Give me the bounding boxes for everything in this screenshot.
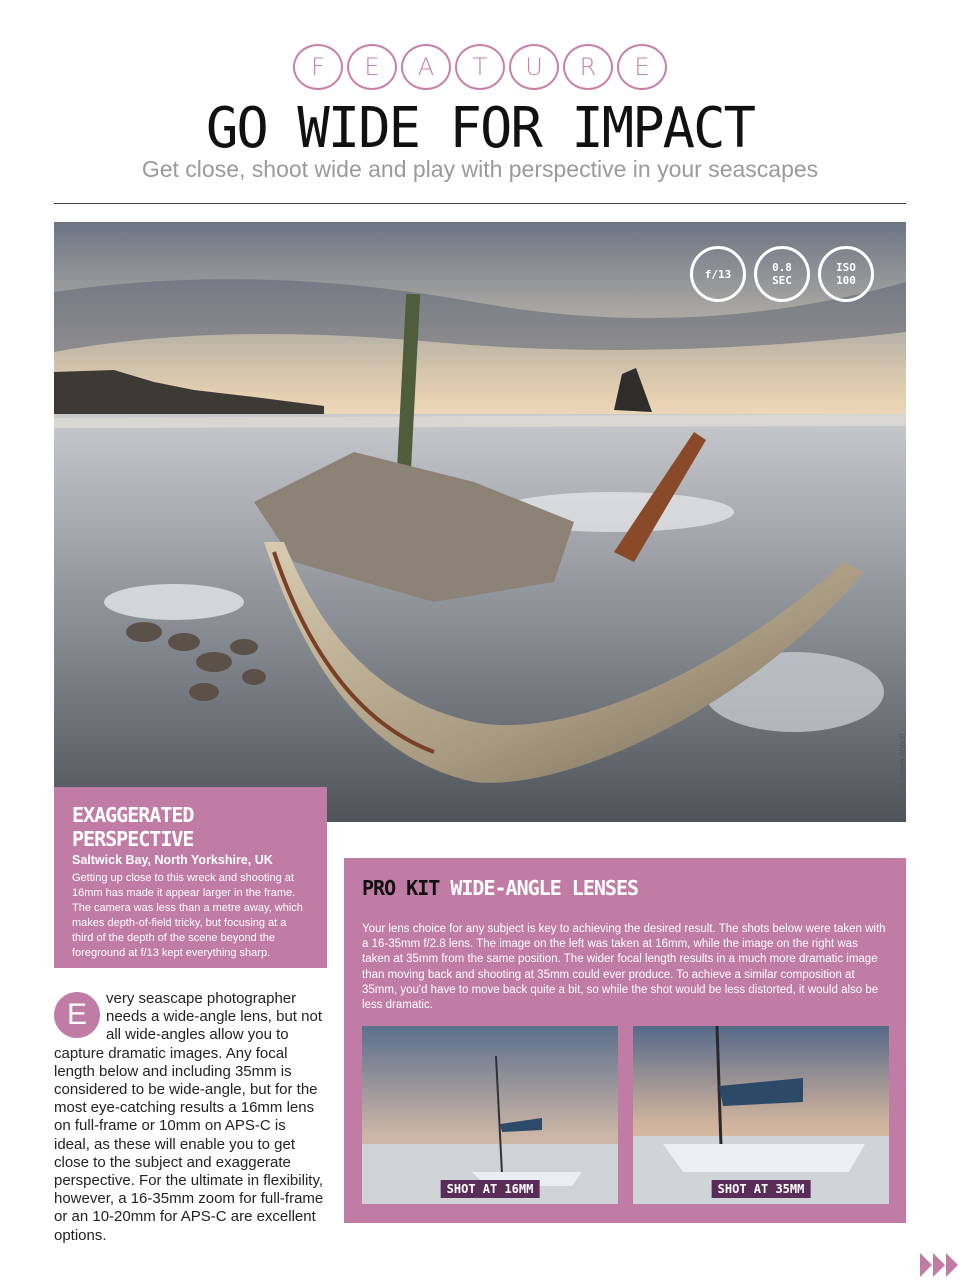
body-text: very seascape photographer needs a wide-angle lens, but not all wide-angles allow you to capture dramatic images. Any focal length below and including 35mm is considered to be wide-angle, but for the most eye-catching results a 16mm lens on full-frame or 10mm on APS-C is ideal, as these will enable you to get close to the subject and exaggerate perspective. For the ultimate in flexibility, however, a 16-35mm zoom for full-frame or an 10-20mm for APS-C are excellent options.	[54, 990, 324, 1244]
standfirst: Get close, shoot wide and play with perspective in your seascapes	[141, 156, 819, 182]
kicker-letter: T	[455, 44, 505, 90]
thumb-16mm-illustration	[362, 1026, 618, 1204]
divider	[54, 203, 906, 204]
photo-credit: © James Abbott	[898, 733, 907, 790]
iso-label: ISO	[836, 261, 856, 274]
kicker-letter: A	[401, 44, 451, 90]
page-title: GO WIDE FOR IMPACT	[205, 96, 755, 161]
kicker-letter: E	[347, 44, 397, 90]
stopwatch-icon	[754, 246, 810, 302]
iso-icon	[818, 246, 874, 302]
pro-kit-text: Your lens choice for any subject is key to achieving the desired result. The shots below were taken with a 16-35mm f/2.8 lens. The image on the left was taken at 16mm, while the image on the right was taken at 35mm from the same position. The wider focal length results in a much more dramatic image than moving back and shooting at 35mm could ever produce. To achieve a similar composition at 35mm, you'd have to move back quite a bit, so while the shot would be less distorted, it would also be less dramatic.	[362, 923, 886, 1012]
photo-caption-box	[54, 787, 327, 968]
hero-photo-wreck	[54, 222, 906, 822]
iso-value: 100	[836, 274, 856, 287]
caption-title: EXAGGERATED PERSPECTIVE	[72, 803, 194, 851]
kicker-letter: F	[293, 44, 343, 90]
next-page-icon[interactable]	[920, 1253, 960, 1277]
aperture-icon	[690, 246, 746, 302]
thumb-35mm-illustration	[633, 1026, 889, 1204]
pro-kit-box	[344, 858, 906, 1223]
thumb-16mm-label: SHOT AT 16MM	[441, 1180, 540, 1198]
kicker-letter: U	[509, 44, 559, 90]
pro-kit-title: WIDE-ANGLE LENSES	[450, 876, 639, 900]
shutter-unit: SEC	[772, 274, 792, 287]
thumb-35mm-label: SHOT AT 35MM	[712, 1180, 811, 1198]
chevron-triple-icon	[920, 1253, 960, 1277]
exif-badges	[690, 246, 874, 302]
hero-illustration	[54, 222, 906, 822]
thumb-16mm	[362, 1026, 618, 1204]
drop-cap: E	[54, 992, 100, 1038]
kicker-letter: E	[617, 44, 667, 90]
kicker-letter: R	[563, 44, 613, 90]
pro-kit-label: PRO KIT	[362, 876, 440, 900]
shutter-value: 0.8	[772, 261, 792, 274]
thumb-35mm	[633, 1026, 889, 1204]
body-copy	[54, 990, 324, 1245]
aperture-value: f/13	[704, 267, 732, 281]
caption-location: Saltwick Bay, North Yorkshire, UK	[72, 853, 273, 867]
pro-kit-heading	[362, 876, 888, 900]
feature-kicker	[0, 44, 960, 90]
caption-text: Getting up close to this wreck and shooting at 16mm has made it appear larger in the frame. The camera was less than a metre away, which makes depth-of-field tricky, but focusing at a third of the depth of the scene beyond the foreground at f/13 kept everything sharp.	[72, 872, 303, 959]
